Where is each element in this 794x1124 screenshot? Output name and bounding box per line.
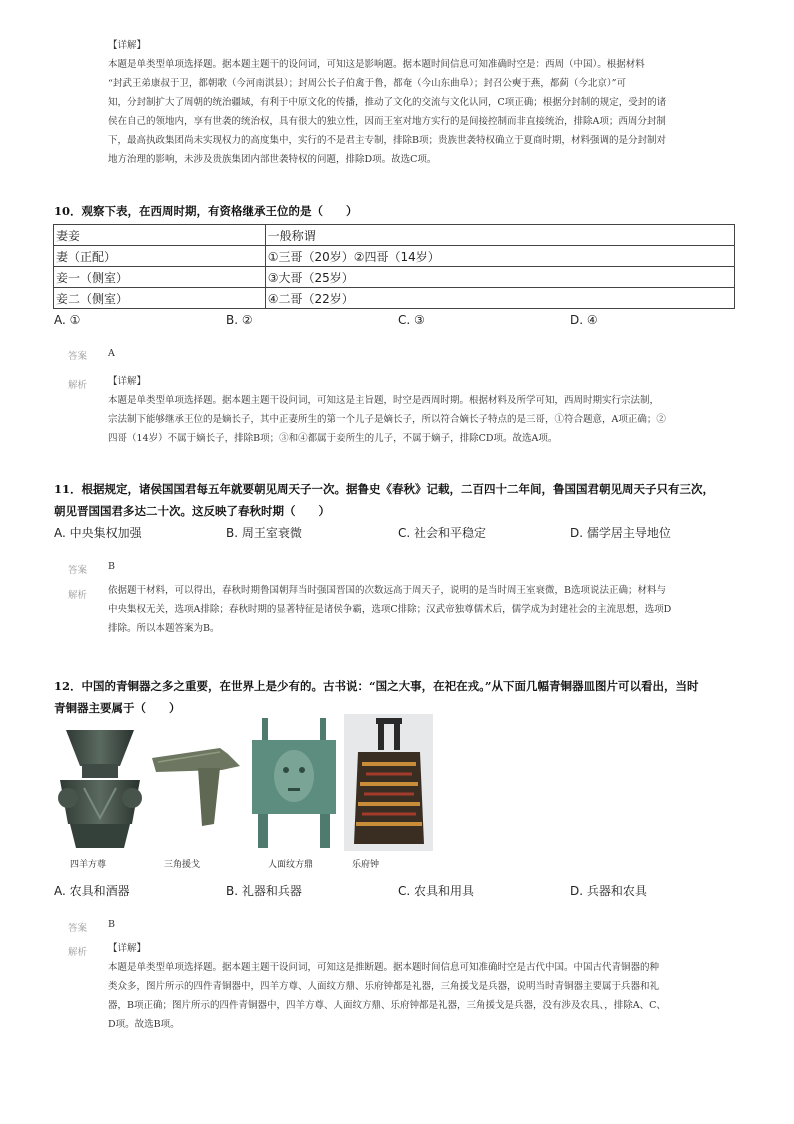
q10-option-a[interactable]: A. ①	[54, 313, 81, 327]
table-header-cell: 一般称谓	[265, 225, 734, 246]
q12-explain-line: D项。故选B项。	[108, 1019, 180, 1030]
q11-explain-line: 中央集权无关，选项A排除；春秋时期的显著特征是诸侯争霸，选项C排除；汉武帝独尊儒术后，儒学成为封建社会的主流思想，选项D	[108, 604, 672, 615]
triangular-ge-dagger-image	[150, 744, 246, 828]
caption-triangular-ge: 三角援戈	[164, 860, 201, 870]
q9-explain-line: 地方治理的影响，未涉及贵族集团内部世袭特权的问题，排除D项。故选C项。	[108, 154, 437, 165]
q11-explain-line: 排除。所以本题答案为B。	[108, 623, 220, 634]
q11-explain-line: 依据题干材料，可以得出，春秋时期鲁国朝拜当时强国晋国的次数远高于周天子，说明的是当时周王室衰微，B选项说法正确；材料与	[108, 585, 666, 596]
q10-explanation	[108, 391, 748, 448]
table-cell: ①三哥（20岁）②四哥（14岁）	[265, 246, 734, 267]
q12-explain-tag: 【详解】	[108, 943, 147, 954]
q9-explain-tag: 【详解】	[108, 40, 147, 51]
caption-human-face-ding: 人面纹方鼎	[268, 860, 314, 870]
table-row	[54, 267, 735, 288]
q12-question	[54, 675, 754, 719]
q9-explain-line: 下，最高执政集团尚未实现权力的高度集中，实行的不是君主专制，排除B项；贵族世袭特权确立于夏商时期，材料强调的是分封制对	[108, 135, 666, 146]
q12-question-line: 12．中国的青铜器之多之重要，在世界上是少有的。古书说：“国之大事，在祀在戎。”从下面几幅青铜器皿图片可以看出，当时	[54, 679, 699, 693]
human-face-square-ding-image	[248, 718, 340, 850]
table-cell: ③大哥（25岁）	[265, 267, 734, 288]
q11-option-a[interactable]: A. 中央集权加强	[54, 526, 142, 540]
q11-question	[54, 478, 754, 522]
q10-analysis-tag: 解析	[68, 380, 88, 391]
q11-question-line: 朝见晋国国君多达二十次。这反映了春秋时期（ ）	[54, 504, 330, 518]
q10-table	[53, 224, 735, 309]
q12-explanation	[108, 958, 748, 1034]
q12-question-line: 青铜器主要属于（ ）	[54, 701, 181, 715]
q12-answer: B	[108, 919, 115, 930]
q12-option-a[interactable]: A. 农具和酒器	[54, 884, 130, 898]
yuefu-bell-image	[344, 714, 433, 851]
table-row	[54, 225, 735, 246]
q12-option-b[interactable]: B. 礼器和兵器	[226, 884, 302, 898]
q11-option-c[interactable]: C. 社会和平稳定	[398, 526, 487, 540]
table-cell: ④二哥（22岁）	[265, 288, 734, 309]
q11-answer-tag: 答案	[68, 565, 88, 576]
four-ram-square-zun-image	[54, 728, 146, 850]
q11-question-line: 11．根据规定，诸侯国国君每五年就要朝见周天子一次。据鲁史《春秋》记载，二百四十二年间，鲁国国君朝见周天子只有三次，	[54, 482, 714, 496]
q10-answer-tag: 答案	[68, 351, 88, 362]
table-cell: 妻（正配）	[54, 246, 266, 267]
table-cell: 妾一（侧室）	[54, 267, 266, 288]
table-header-cell: 妻妾	[54, 225, 266, 246]
table-row	[54, 246, 735, 267]
q12-option-d[interactable]: D. 兵器和农具	[570, 884, 647, 898]
table-cell: 妾二（侧室）	[54, 288, 266, 309]
q11-answer: B	[108, 561, 115, 572]
q10-question: 10．观察下表，在西周时期，有资格继承王位的是（ ）	[54, 204, 358, 218]
q9-explain-line: 知，分封制扩大了周朝的统治疆域，有利于中原文化的传播，推动了文化的交流与文化认同，C项正确；根据分封制的规定，受封的诸	[108, 97, 667, 108]
q9-explanation	[108, 55, 748, 169]
q10-explain-line: 四哥（14岁）不属于嫡长子，排除B项；③和④都属于妾所生的儿子，不属于嫡子，排除CD项。故选A项。	[108, 433, 558, 444]
table-row	[54, 288, 735, 309]
q11-option-d[interactable]: D. 儒学居主导地位	[570, 526, 671, 540]
caption-four-ram-zun: 四羊方尊	[70, 860, 107, 870]
bell-image-frame	[344, 714, 433, 851]
q12-explain-line: 本题是单类型单项选择题。据本题主题干设问词，可知这是推断题。据本题时间信息可知准确时空是古代中国。中国古代青铜器的种	[108, 962, 660, 973]
q12-analysis-tag: 解析	[68, 947, 88, 958]
q9-explain-line: 侯在自己的领地内，享有世袭的统治权，具有很大的独立性，因而王室对地方实行的是间接控制而非直接统治，排除A项；西周分封制	[108, 116, 666, 127]
caption-yuefu-bell: 乐府钟	[352, 860, 380, 870]
q11-analysis-tag: 解析	[68, 590, 88, 601]
q10-option-d[interactable]: D. ④	[570, 313, 598, 327]
q9-explain-line: “封武王弟康叔于卫，都朝歌（今河南淇县）；封周公长子伯禽于鲁，都奄（今山东曲阜）；封召公奭于燕，都蓟（今北京）”可	[108, 78, 626, 89]
q11-explanation	[108, 581, 748, 638]
q10-option-b[interactable]: B. ②	[226, 313, 253, 327]
q12-option-c[interactable]: C. 农具和用具	[398, 884, 475, 898]
q10-explain-line: 本题是单类型单项选择题。据本题主题干设问词，可知这是主旨题，时空是西周时期。根据材料及所学可知，西周时期实行宗法制，	[108, 395, 660, 406]
q12-answer-tag: 答案	[68, 923, 88, 934]
q10-option-c[interactable]: C. ③	[398, 313, 425, 327]
q11-option-b[interactable]: B. 周王室衰微	[226, 526, 302, 540]
q12-explain-line: 器，B项正确；图片所示的四件青铜器中，四羊方尊、人面纹方鼎、乐府钟都是礼器，三角援戈是兵器，没有涉及农具、，排除A、C、	[108, 1000, 666, 1011]
q10-explain-tag: 【详解】	[108, 376, 147, 387]
q10-answer: A	[108, 348, 115, 359]
q12-explain-line: 类众多，图片所示的四件青铜器中，四羊方尊、人面纹方鼎、乐府钟都是礼器，三角援戈是兵器，说明当时青铜器主要属于兵器和礼	[108, 981, 660, 992]
q10-explain-line: 宗法制下能够继承王位的是嫡长子，其中正妻所生的第一个儿子是嫡长子，所以符合嫡长子特点的是三哥，①符合题意，A项正确；②	[108, 414, 666, 425]
q9-explain-line: 本题是单类型单项选择题。据本题主题干的设问词，可知这是影响题。据本题时间信息可知准确时空是：西周（中国）。根据材料	[108, 59, 645, 70]
